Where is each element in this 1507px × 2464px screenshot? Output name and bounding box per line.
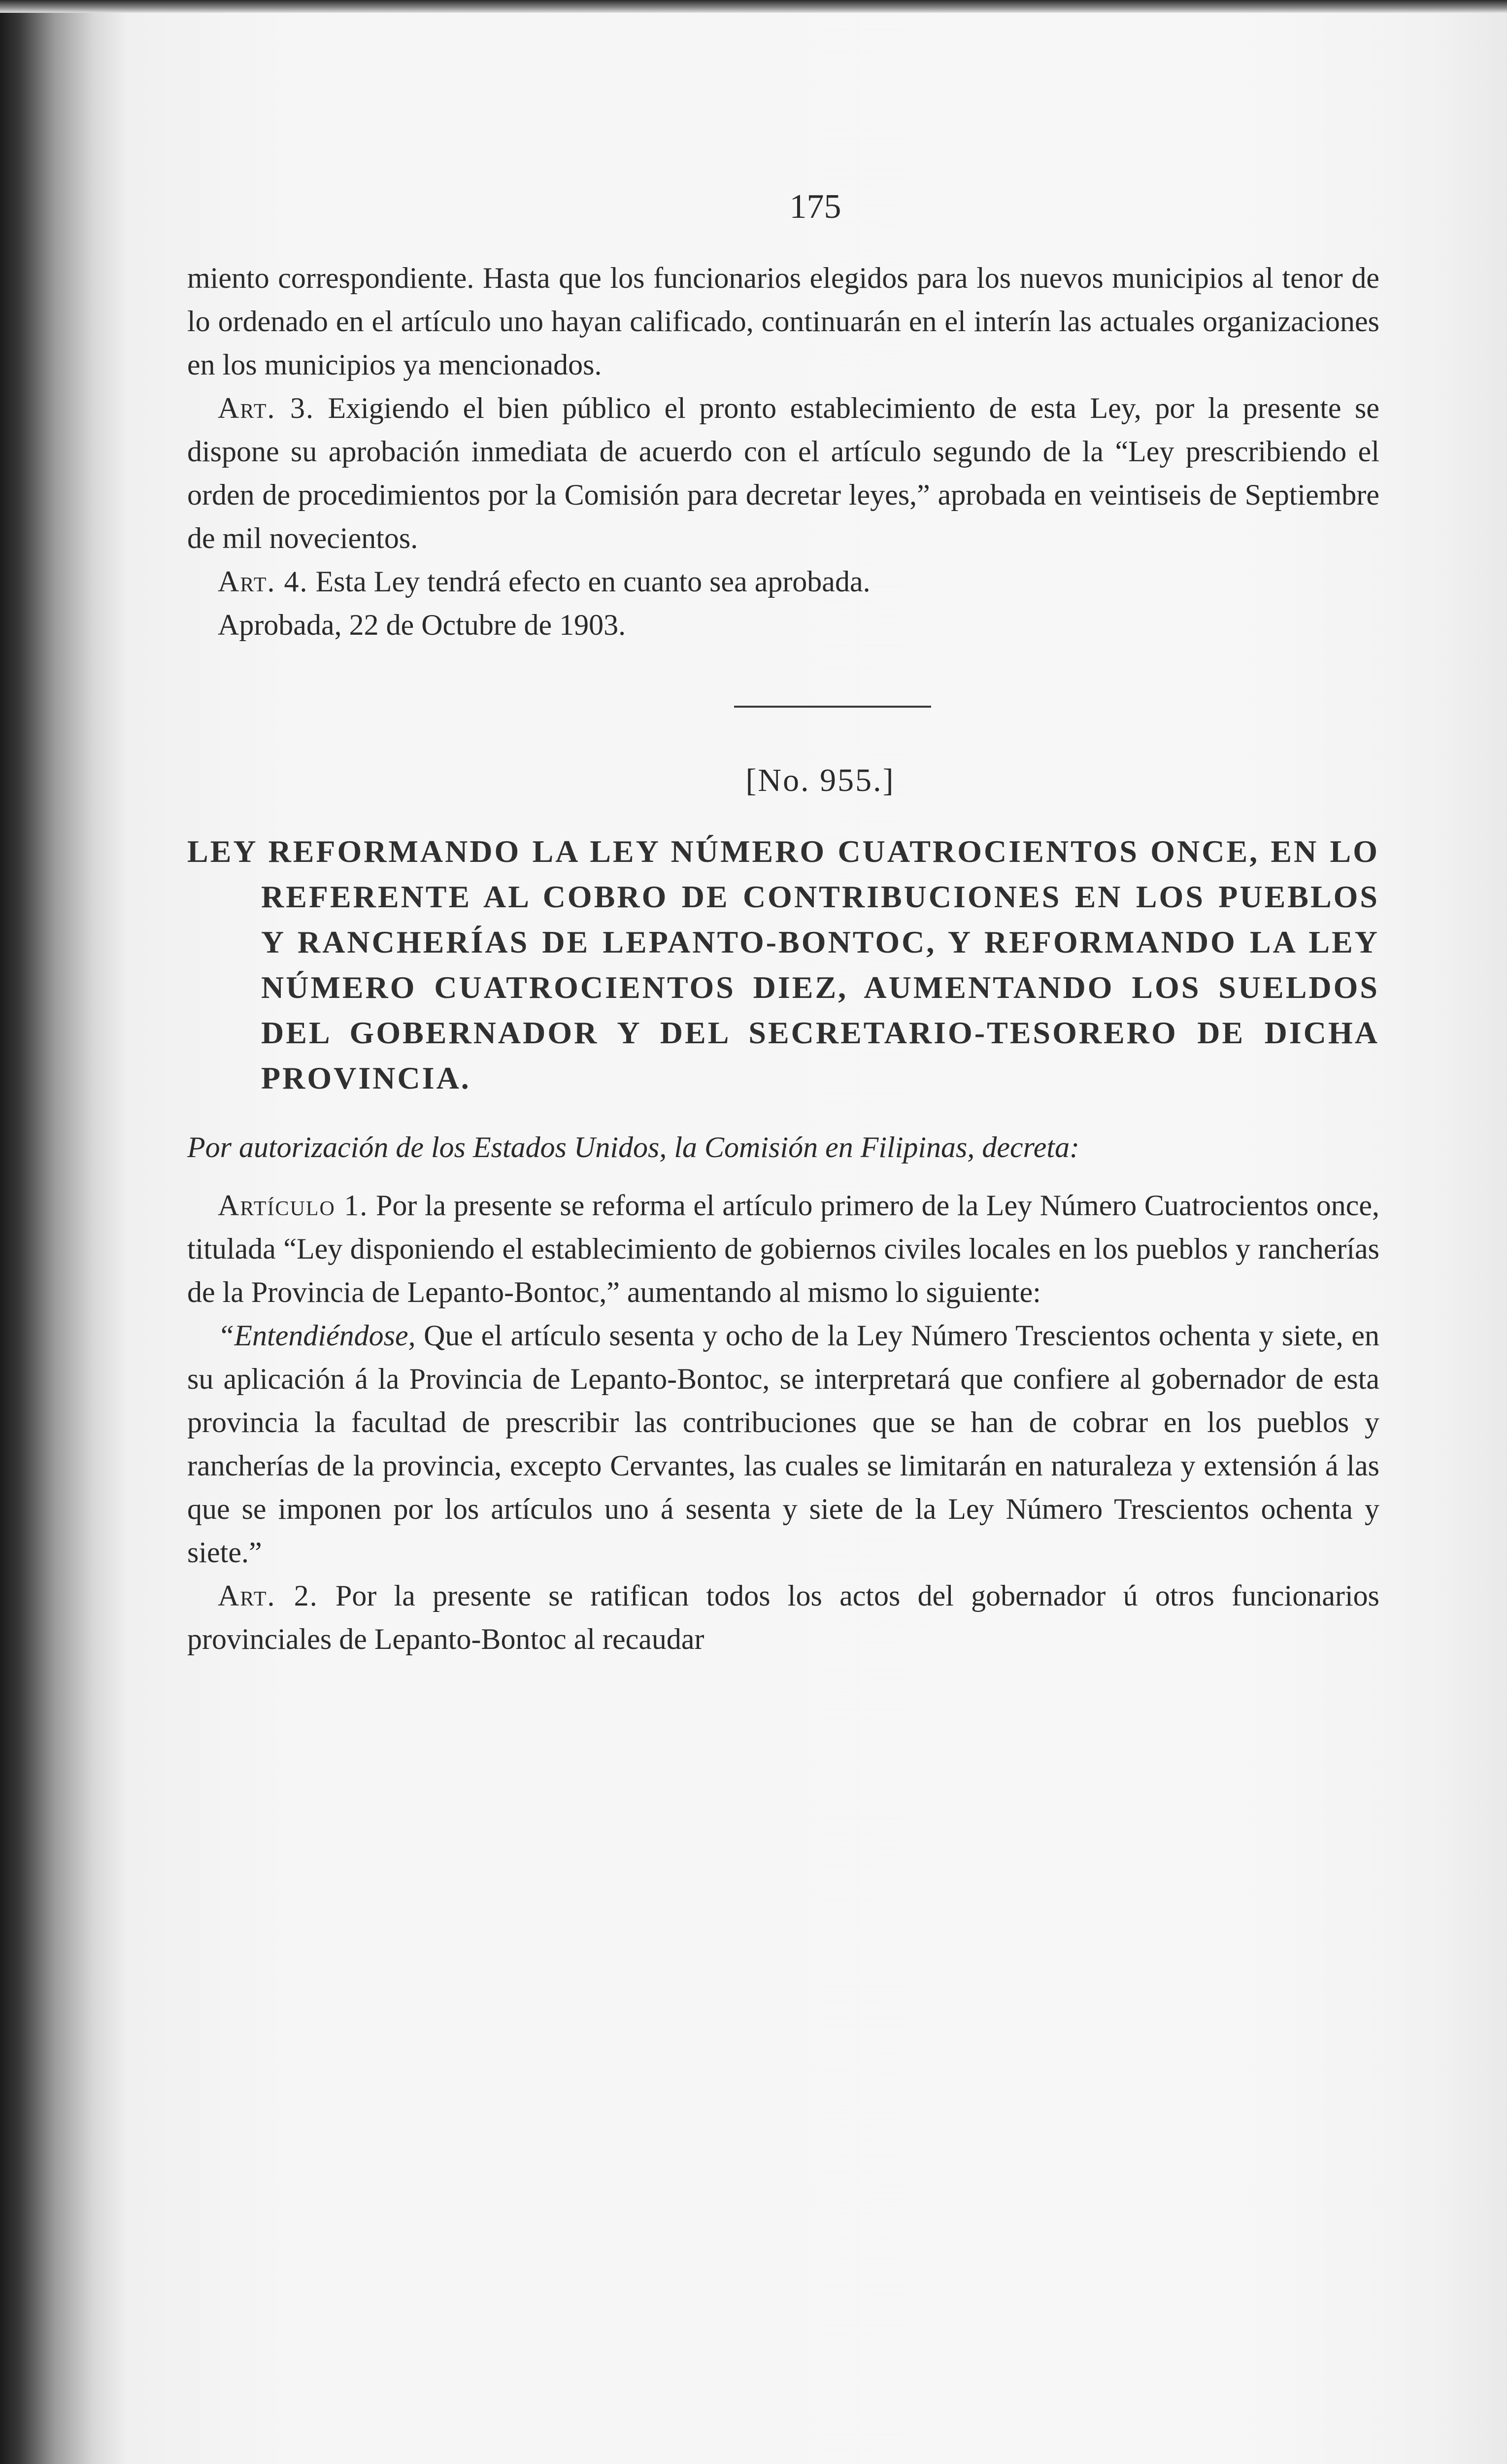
article-lead: Art. 2. bbox=[218, 1579, 318, 1612]
proviso-lead: “Entendiéndose, bbox=[218, 1319, 416, 1352]
article-text: Exigiendo el bien público el pronto establecimiento de esta Ley, por la presente se dispone su aprobación inmediata de acuerdo con el artículo segundo de la “Ley prescribiendo el orden de procedimientos por la Comisión para decretar leyes,” aprobada en veintiseis de Septiembre de mil novecientos. bbox=[187, 392, 1380, 554]
paragraph-text: miento correspondiente. Hasta que los funcionarios elegidos para los nuevos municipios al tenor de lo ordenado en el artículo uno hayan calificado, continuarán en el interín las actuales organizaciones en los municipios ya mencionados. bbox=[187, 262, 1379, 381]
law-title: LEY REFORMANDO LA LEY NÚMERO CUATROCIENTOS ONCE, EN LO REFERENTE AL COBRO DE CONTRIBUCIONES EN LOS PUEBLOS Y RANCHERÍAS DE LEPANTO-BONTOC, Y REFORMANDO LA LEY NÚMERO CUATROCIENTOS DIEZ, AUMENTANDO LOS SUELDOS DEL GOBERNADOR Y DEL SECRETARIO-TESORERO DE DICHA PROVINCIA. bbox=[187, 834, 1379, 1095]
proviso-text: Que el artículo sesenta y ocho de la Ley Número Trescientos ochenta y siete, en su aplicación á la Provincia de Lepanto-Bontoc, se interpretará que confiere al gobernador de esta provincia la facultad de prescribir las contribuciones que se han de cobrar en los pueblos y rancherías de la provincia, excepto Cervantes, las cuales se limitarán en naturaleza y extensión á las que se imponen por los artículos uno á sesenta y siete de la Ley Número Trescientos ochenta y siete.” bbox=[187, 1319, 1379, 1569]
page-number: 175 bbox=[789, 188, 841, 226]
proviso-quote bbox=[187, 1314, 1379, 1574]
article-4 bbox=[187, 560, 1379, 603]
article-lead: Art. 4. bbox=[218, 565, 308, 598]
article-2 bbox=[187, 1574, 1379, 1661]
section-divider bbox=[734, 706, 931, 708]
article-text: Por la presente se ratifican todos los actos del gobernador ú otros funcionarios provinciales de Lepanto-Bontoc al recaudar bbox=[187, 1579, 1379, 1655]
article-lead: Artículo 1. bbox=[218, 1189, 368, 1222]
article-text: Esta Ley tendrá efecto en cuanto sea aprobada. bbox=[308, 565, 871, 598]
approval-text: Aprobada, 22 de Octubre de 1903. bbox=[218, 609, 626, 641]
scan-top-edge bbox=[0, 0, 1507, 13]
article-3 bbox=[187, 386, 1379, 560]
law-number: [No. 955.] bbox=[745, 762, 895, 798]
enacting-clause: Por autorización de los Estados Unidos, la Comisión en Filipinas, decreta: bbox=[187, 1131, 1080, 1164]
paragraph-continuation bbox=[187, 256, 1379, 386]
article-text: Por la presente se reforma el artículo primero de la Ley Número Cuatrocientos once, titulada “Ley disponiendo el establecimiento de gobiernos civiles locales en los pueblos y rancherías de la Provincia de Lepanto-Bontoc,” aumentando al mismo lo siguiente: bbox=[187, 1189, 1380, 1308]
book-page bbox=[187, 187, 1379, 1661]
article-lead: Art. 3. bbox=[218, 392, 314, 424]
article-1 bbox=[187, 1184, 1379, 1314]
approval-date bbox=[187, 603, 1379, 647]
